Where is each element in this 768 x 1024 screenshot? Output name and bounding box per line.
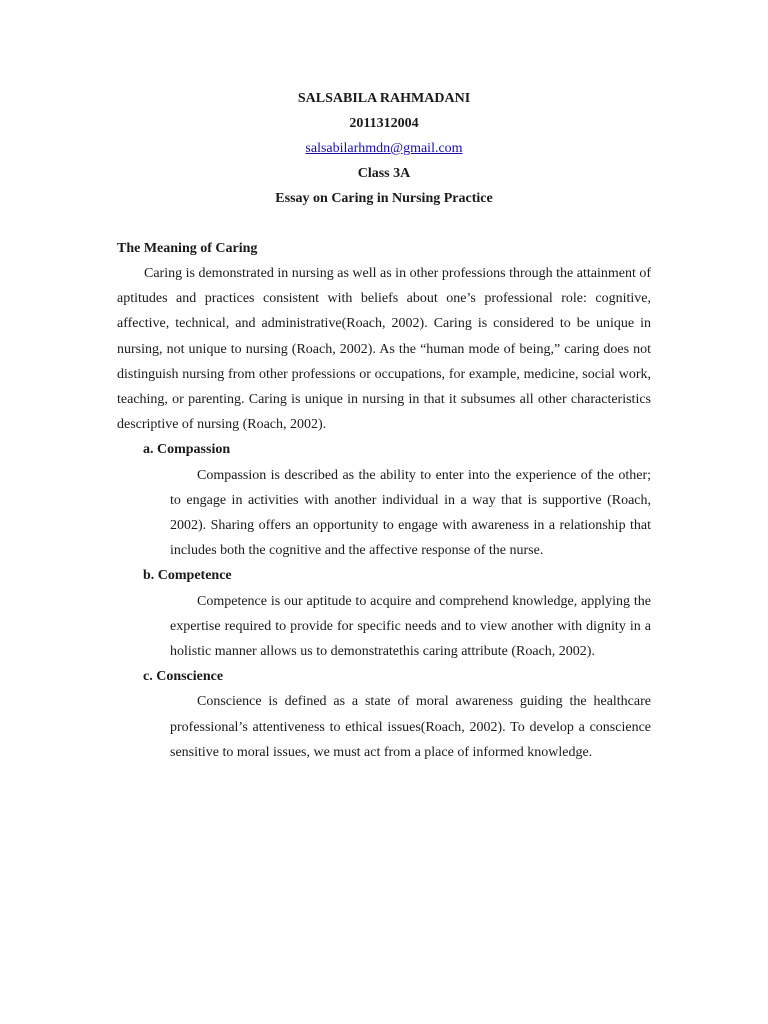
- essay-title: Essay on Caring in Nursing Practice: [275, 191, 493, 206]
- class-label: Class 3A: [357, 166, 411, 181]
- subheading-competence: b. Competence: [143, 568, 232, 584]
- paragraph-competence: Competence is our aptitude to acquire and comprehend knowledge, applying the expertise required to provide for specific needs and to view another with dignity in a holistic manner allows us to demonstratethis caring attribute (Roach, 2002).: [170, 593, 651, 660]
- subheading-conscience: c. Conscience: [143, 669, 224, 685]
- section-title: The Meaning of Caring: [117, 241, 258, 256]
- document-page: [117, 86, 651, 765]
- spacer: [117, 211, 651, 236]
- email-line: [117, 136, 651, 161]
- student-id: 2011312004: [349, 116, 419, 131]
- subheading-compassion: a. Compassion: [143, 442, 231, 458]
- paragraph-conscience: Conscience is defined as a state of moral awareness guiding the healthcare professional’s attentiveness to ethical issues(Roach, 2002). To develop a conscience sensitive to moral issues, we must act from a place of informed knowledge.: [170, 694, 651, 760]
- author-name: SALSABILA RAHMADANI: [297, 91, 471, 106]
- intro-paragraph: Caring is demonstrated in nursing as well as in other professions through the attainment of aptitudes and practices consistent with beliefs about one’s professional role: cognitive, affective, technical, and administrative(Roach, 2002). Caring is considered to be unique in nursing, not unique to nursing (Roach, 2002). As the “human mode of being,” caring does not distinguish nursing from other professions or occupations, for example, medicine, social work, teaching, or parenting. Caring is unique in nursing in that it subsumes all other characteristics descriptive of nursing (Roach, 2002).: [117, 266, 652, 433]
- email-link[interactable]: salsabilarhmdn@gmail.com: [305, 141, 463, 156]
- paragraph-compassion: Compassion is described as the ability to enter into the experience of the other; to engage in activities with another individual in a way that is supportive (Roach, 2002). Sharing offers an opportunity to engage with awareness in a relationship that includes both the cognitive and the affective response of the nurse.: [170, 467, 651, 559]
